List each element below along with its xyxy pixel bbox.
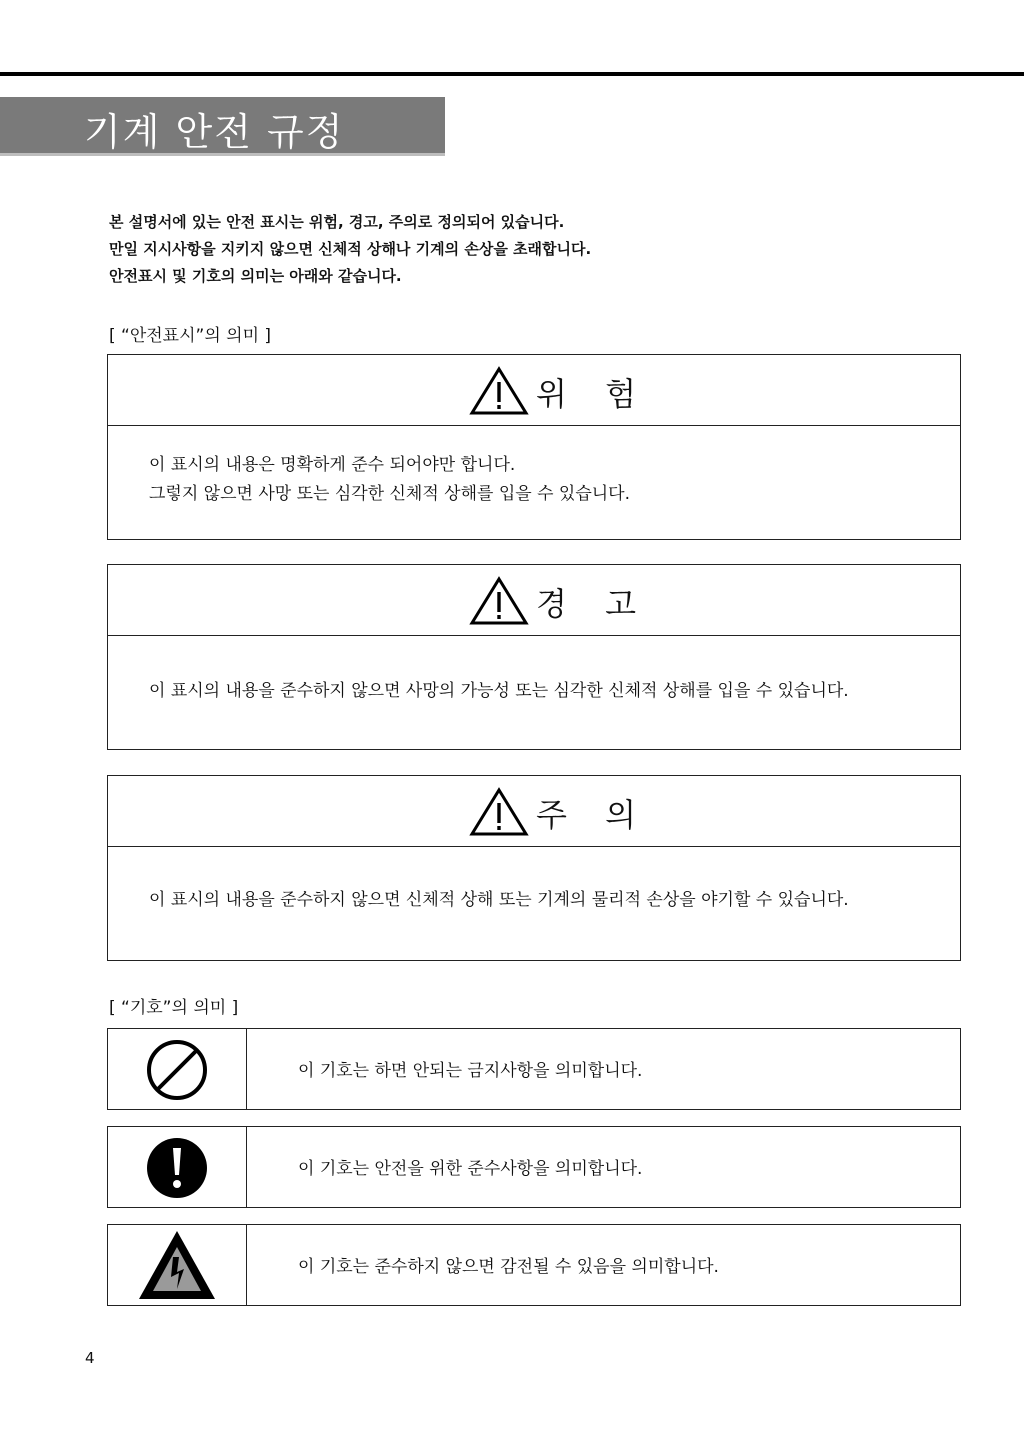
warning-body [108,636,960,749]
danger-header [108,355,960,426]
warning-line: 이 표시의 내용을 준수하지 않으면 사망의 가능성 또는 심각한 신체적 상해를 입을 수 있습니다. [149,681,849,701]
safety-labels-heading: [ “안전표시”의 의미 ] [109,326,272,346]
top-rule [0,72,1024,76]
symbol-icon-cell [108,1029,247,1109]
electric-shock-icon [137,1229,217,1301]
mandatory-exclamation-icon [146,1137,208,1199]
symbol-description: 이 기호는 준수하지 않으면 감전될 수 있음을 의미합니다. [298,1257,719,1277]
caution-label: 주 의 [536,796,650,834]
caution-box [107,775,961,961]
page-number: 4 [85,1349,95,1367]
intro-line: 만일 지시사항을 지키지 않으면 신체적 상해나 기계의 손상을 초래합니다. [109,240,592,258]
page-title: 기계 안전 규정 [84,110,345,154]
caution-line: 이 표시의 내용을 준수하지 않으면 신체적 상해 또는 기계의 물리적 손상을 야기할 수 있습니다. [149,890,849,910]
symbol-icon-cell [108,1127,247,1207]
warning-triangle-icon [469,366,529,416]
intro-line: 안전표시 및 기호의 의미는 아래와 같습니다. [109,267,402,285]
warning-box [107,564,961,750]
symbol-description: 이 기호는 하면 안되는 금지사항을 의미합니다. [298,1061,643,1081]
danger-line: 그렇지 않으면 사망 또는 심각한 신체적 상해를 입을 수 있습니다. [149,484,631,504]
prohibition-icon [146,1039,208,1101]
symbol-icon-cell [108,1225,247,1305]
caution-header [108,776,960,847]
warning-header [108,565,960,636]
symbol-row-prohibition [107,1028,961,1110]
intro-paragraph [109,209,591,290]
warning-triangle-icon [469,787,529,837]
symbols-heading: [ “기호”의 의미 ] [109,998,239,1018]
warning-triangle-icon [469,576,529,626]
warning-label: 경 고 [536,585,650,623]
symbol-row-electric [107,1224,961,1306]
caution-body [108,847,960,960]
intro-line: 본 설명서에 있는 안전 표시는 위험, 경고, 주의로 정의되어 있습니다. [109,213,565,231]
symbol-row-mandatory [107,1126,961,1208]
danger-body [108,426,960,539]
danger-line: 이 표시의 내용은 명확하게 준수 되어야만 합니다. [149,455,516,475]
symbol-description: 이 기호는 안전을 위한 준수사항을 의미합니다. [298,1159,643,1179]
danger-box [107,354,961,540]
title-bar [0,97,445,156]
danger-label: 위 험 [536,375,650,413]
